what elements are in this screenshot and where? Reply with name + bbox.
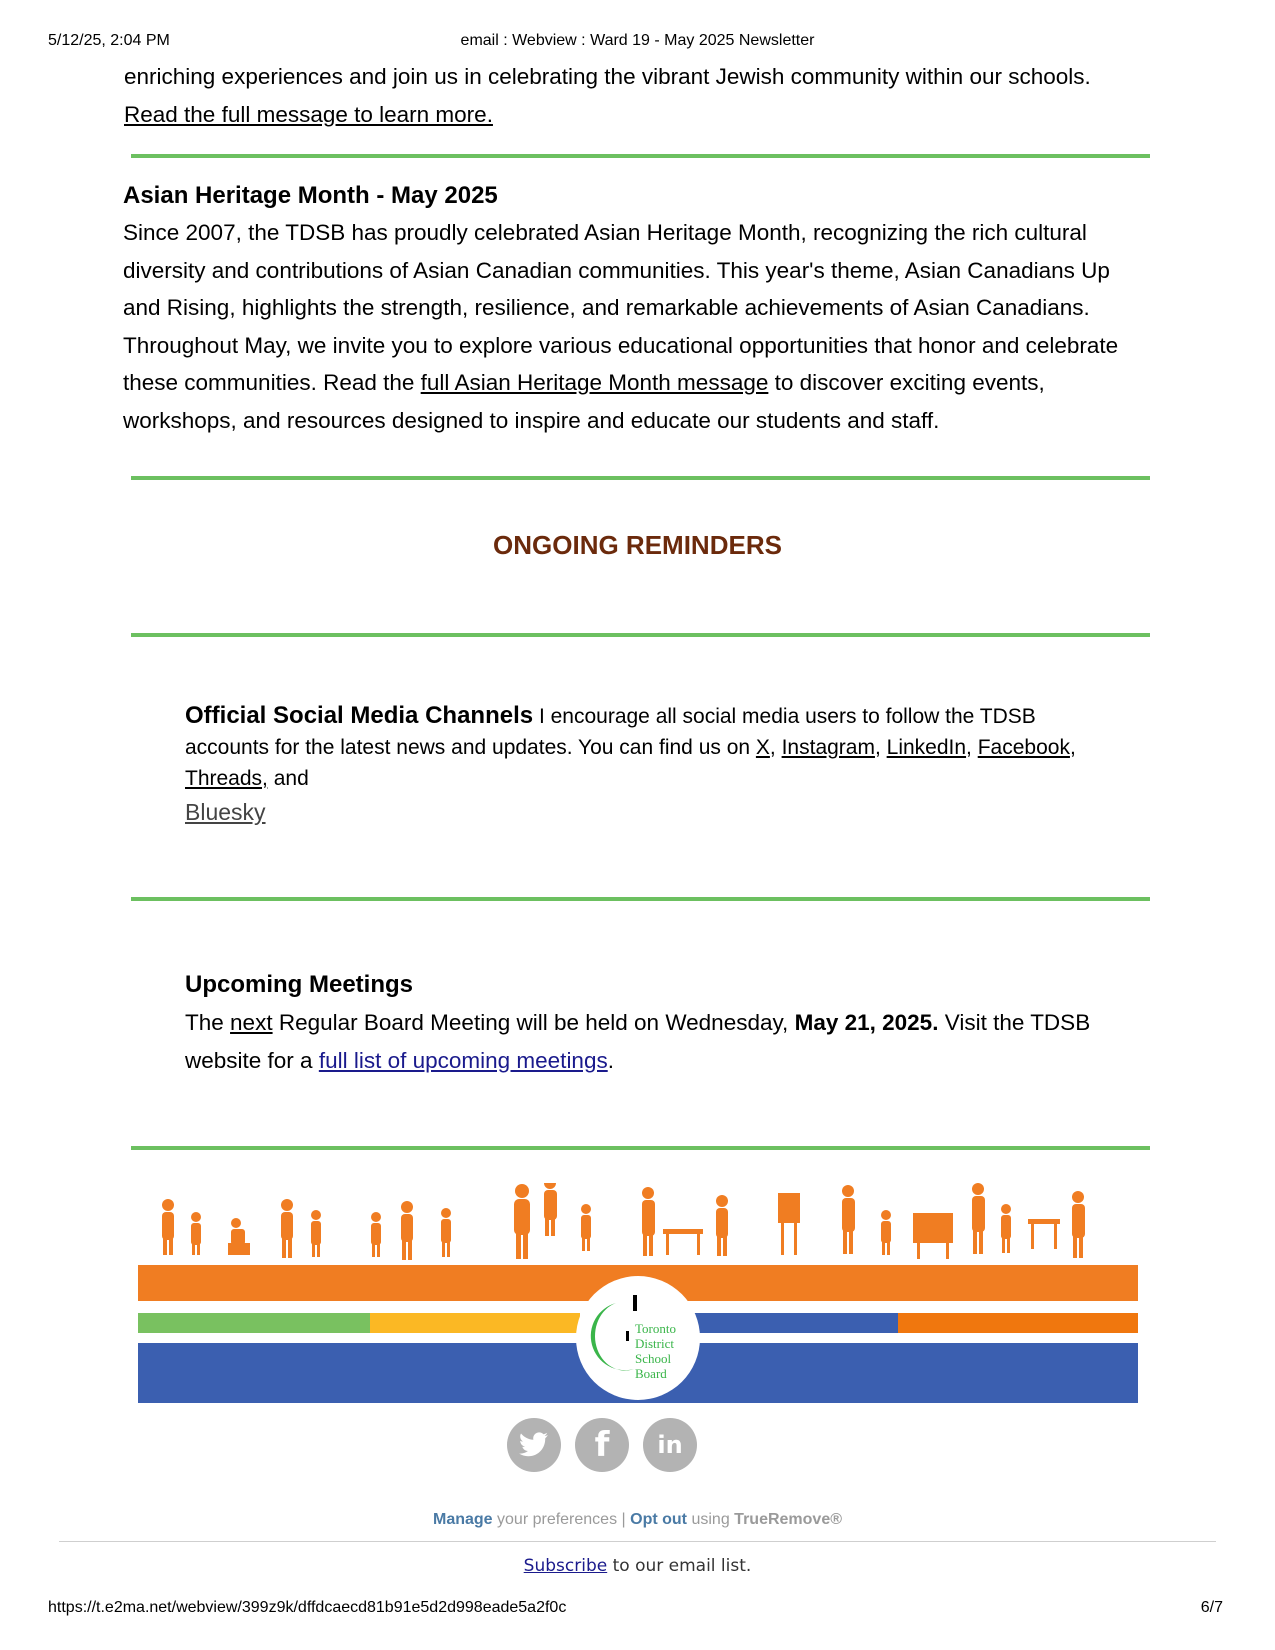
subscribe-link[interactable]: Subscribe (523, 1556, 608, 1576)
meetings-text-2: Regular Board Meeting will be held on Wednesday, (278, 1010, 789, 1035)
facebook-icon[interactable]: f (575, 1418, 629, 1472)
divider (131, 154, 1150, 158)
meeting-date: May 21, 2025. (794, 1010, 939, 1035)
subscribe-text: to our email list. (612, 1556, 752, 1576)
x-link[interactable]: X (755, 736, 770, 759)
subscribe-line (0, 1556, 1275, 1576)
asian-heritage-heading: Asian Heritage Month - May 2025 (123, 182, 498, 209)
divider (131, 897, 1150, 901)
logo-line-1: Toronto (635, 1321, 676, 1336)
intro-paragraph (124, 58, 1164, 133)
meetings-heading: Upcoming Meetings (185, 971, 414, 998)
social-media-heading: Official Social Media Channels (185, 702, 534, 729)
asian-heritage-text: Since 2007, the TDSB has proudly celebrated Asian Heritage Month, recognizing the rich cultural diversity and contributions of Asian Canadian communities. This year's theme, Asian Canadians Up and Rising, highlights the strength, resilience, and remarkable achievements of Asian Canadians. Throughout May, we invite you to explore various educational opportunities that honor and celebrate these communities. Read the (123, 220, 1119, 395)
meetings-period: . (607, 1047, 614, 1073)
meetings-text-3: Visit the TDSB website for a (185, 1010, 1091, 1073)
asian-heritage-link[interactable]: full Asian Heritage Month message (420, 370, 769, 395)
page-number: 6/7 (1200, 1599, 1223, 1616)
social-icons (507, 1418, 697, 1472)
logo-line-4: Board (635, 1366, 667, 1381)
linkedin-icon[interactable]: in (643, 1418, 697, 1472)
social-and: and (273, 767, 309, 790)
intro-text: enriching experiences and join us in celebrating the vibrant Jewish community within our schools. (124, 64, 1091, 89)
linkedin-link[interactable]: LinkedIn (886, 736, 967, 759)
asian-heritage-section (123, 178, 1153, 439)
people-silhouettes (162, 1183, 1085, 1260)
reminders-title: ONGOING REMINDERS (493, 530, 782, 560)
logo-line-2: District (635, 1336, 674, 1351)
meetings-body (185, 1004, 1105, 1079)
opt-out-link[interactable]: Opt out (630, 1511, 688, 1528)
meetings-text: The (185, 1010, 224, 1035)
social-media-text: I encourage all social media users to follow the TDSB accounts for the latest news and updates. You can find us on (185, 705, 1036, 759)
upcoming-meetings-link[interactable]: full list of upcoming meetings (318, 1047, 608, 1073)
tdsb-banner (138, 1183, 1138, 1403)
print-url: https://t.e2ma.net/webview/399z9k/dffdcaecd81b91e5d2d998eade5a2f0c (48, 1599, 567, 1616)
meetings-section (185, 966, 1105, 1079)
divider (131, 633, 1150, 637)
social-media-section: Official Social Media Channels I encourage all social media users to follow the TDSB accounts for the latest news and updates. You can find us on X, Instagram, LinkedIn, Facebook, Threads, and Bluesky (185, 702, 1076, 825)
threads-link[interactable]: Threads, (185, 767, 268, 790)
twitter-icon[interactable] (507, 1418, 561, 1472)
divider (131, 476, 1150, 480)
print-title: email : Webview : Ward 19 - May 2025 Newsletter (460, 32, 815, 49)
manage-text: your preferences | (497, 1511, 626, 1528)
bluesky-link[interactable]: Bluesky (185, 799, 266, 825)
logo-line-3: School (635, 1351, 672, 1366)
asian-heritage-body (123, 214, 1153, 439)
asian-heritage-text-end: to discover exciting events, workshops, and resources designed to inspire and educate our students and staff. (123, 370, 1045, 433)
footer-separator (59, 1541, 1216, 1542)
read-full-message-link[interactable]: Read the full message to learn more. (124, 101, 493, 127)
divider (131, 1146, 1150, 1150)
trueremove-link[interactable]: TrueRemove® (734, 1511, 842, 1528)
manage-link[interactable]: Manage (432, 1511, 493, 1528)
print-datetime: 5/12/25, 2:04 PM (48, 32, 170, 49)
instagram-link[interactable]: Instagram (781, 736, 875, 759)
next-link[interactable]: next (230, 1010, 273, 1035)
facebook-link[interactable]: Facebook (977, 736, 1070, 759)
using-text: using (691, 1511, 730, 1528)
preferences-line (0, 1511, 1275, 1529)
